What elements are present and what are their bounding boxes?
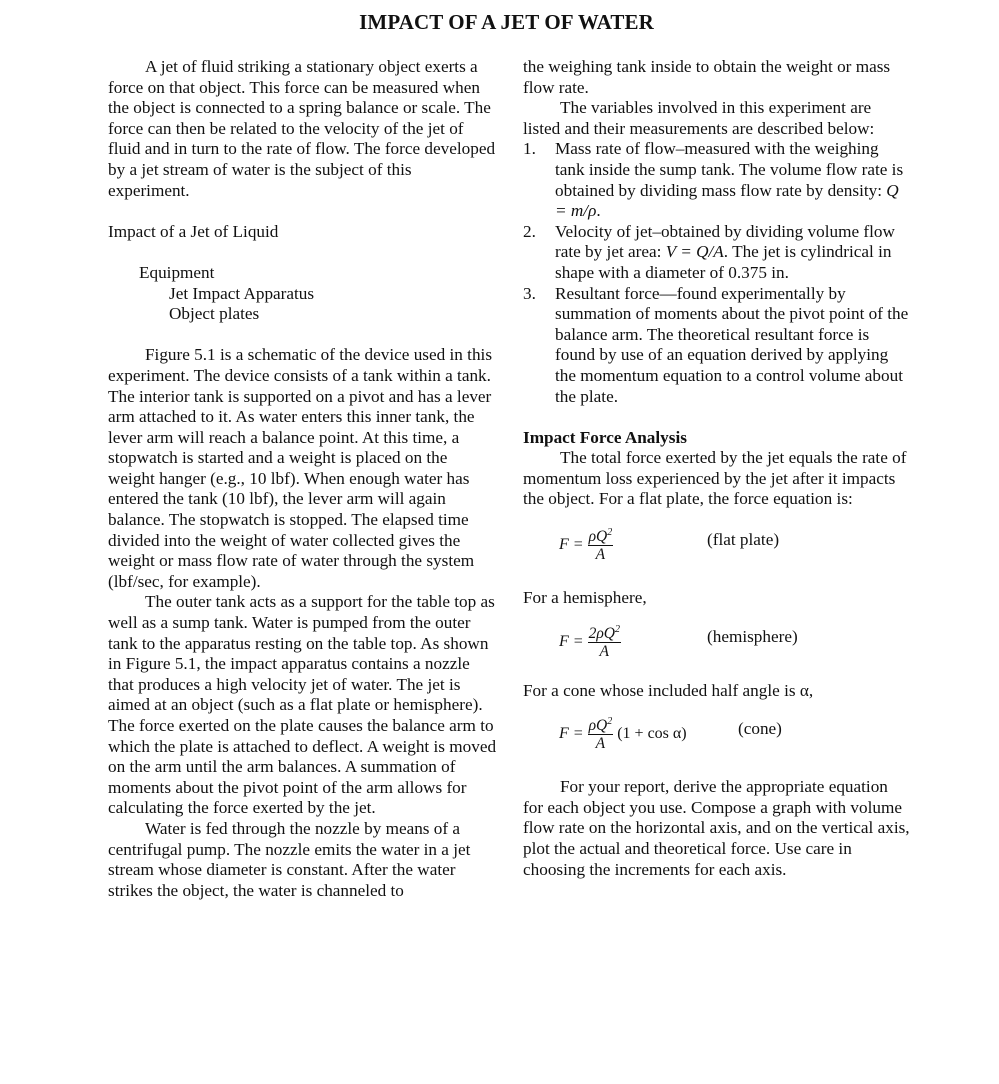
right-column (523, 57, 911, 880)
list-item (523, 284, 911, 408)
spacer (108, 325, 497, 346)
intro-paragraph: A jet of fluid striking a stationary object exerts a force on that object. This force can be measured when the object is connected to a spring balance or scale. The force can then be related to the velocity of the jet of fluid and in turn to the rate of flow. The force developed by a jet stream of water is the subject of this experiment. (108, 57, 496, 200)
equipment-item: Jet Impact Apparatus (169, 283, 315, 303)
analysis-paragraph: The total force exerted by the jet equals the rate of momentum loss experienced by the jet after it impacts the object. For a flat plate, the force equation is: (523, 448, 907, 509)
list-text: . The jet is cylindrical in shape with a diameter of 0.375 in. (555, 242, 892, 282)
list-item (523, 139, 911, 221)
analysis-heading: Impact Force Analysis (523, 427, 687, 447)
fraction (588, 625, 621, 660)
equation-lhs: F = (559, 725, 584, 743)
equation (559, 717, 687, 752)
equation (559, 528, 613, 563)
outer-tank-paragraph: The outer tank acts as a support for the table top as well as a sump tank. Water is pumped from the outer tank to the apparatus resting on the table top. As shown in Figure 5.1, the impact apparatus contains a nozzle that produces a high velocity jet of water. The jet is aimed at an object (such as a flat plate or hemisphere). The force exerted on the plate causes the balance arm to which the plate is attached to deflect. A weight is moved on the arm until the arm balances. A summation of moments about the pivot point of the arm allows for calculating the force exerted by the jet. (108, 592, 497, 818)
continuation-paragraph: the weighing tank inside to obtain the weight or mass flow rate. (523, 57, 891, 97)
list-number: 2. (523, 221, 536, 241)
equipment-item: Object plates (169, 304, 260, 324)
device-paragraph: Figure 5.1 is a schematic of the device used in this experiment. The device consists of a tank within a tank. The interior tank is supported on a pivot and has a lever arm attached to it. As water enters this inner tank, the lever arm will reach a balance point. At this time, a stopwatch is started and a weight is placed on the weight hanger (e.g., 10 lbf). When enough water has entered the tank (10 lbf), the lever arm will again balance. The stopwatch is stopped. The elapsed time divided into the weight of water collected gives the weight or mass flow rate of water through the system (lbf/sec, for example). (108, 345, 493, 591)
list-text: . (596, 201, 601, 221)
list-number: 1. (523, 139, 536, 159)
fraction-denominator: A (599, 642, 609, 660)
equation-label: (hemisphere) (707, 626, 798, 646)
hemisphere-intro: For a hemisphere, (523, 588, 647, 608)
fraction-numerator: $2\rho Q^2$ (588, 623, 620, 642)
fraction-denominator: A (595, 735, 606, 753)
fraction-numerator: $\rho Q^2$ (588, 526, 613, 546)
equipment-heading: Equipment (139, 262, 215, 282)
spacer (523, 407, 911, 428)
list-text: Velocity of jet–obtained by dividing volume flow rate by jet area: (555, 221, 895, 262)
fraction (588, 717, 614, 752)
variables-list (523, 139, 911, 407)
equation (559, 625, 621, 660)
equation-label: (flat plate) (707, 530, 780, 550)
cone-intro: For a cone whose included half angle is α, (523, 680, 814, 700)
spacer (108, 201, 497, 222)
left-column (108, 57, 497, 901)
inline-formula: Q = m/ρ (555, 180, 899, 221)
fraction-numerator: $\rho Q^2$ (588, 716, 613, 735)
equation-lhs: F = (559, 536, 584, 554)
spacer (108, 242, 497, 263)
list-text: Mass rate of flow–measured with the weighing tank inside the sump tank. The volume flow rate is obtained by dividing mass flow rate by density: (555, 139, 904, 200)
inline-formula: V = Q/A (665, 242, 724, 262)
equation-tail: (1 + cos α) (617, 725, 687, 743)
list-item (523, 222, 911, 284)
pump-paragraph: Water is fed through the nozzle by means of a centrifugal pump. The nozzle emits the water in a jet stream whose diameter is constant. After the water strikes the object, the water is channeled to (108, 818, 471, 900)
report-paragraph: For your report, derive the appropriate equation for each object you use. Compose a graph with volume flow rate on the horizontal axis, and on the vertical axis, plot the actual and theoretical force. Use care in choosing the increments for each axis. (523, 777, 910, 879)
fraction-denominator: A (595, 546, 606, 564)
page-title: IMPACT OF A JET OF WATER (359, 10, 654, 34)
equation-cone (523, 713, 911, 765)
list-number: 3. (523, 283, 536, 303)
fraction (588, 528, 614, 563)
equation-hemisphere (523, 621, 911, 673)
section-title: Impact of a Jet of Liquid (108, 221, 279, 241)
equation-label: (cone) (738, 719, 782, 739)
variables-intro: The variables involved in this experiment are listed and their measurements are described below: (523, 98, 875, 138)
equation-lhs: F = (559, 632, 584, 650)
list-text: Resultant force—found experimentally by summation of moments about the pivot point of the balance arm. The theoretical resultant force is found by use of an equation derived by applying the momentum equation to a control volume about the plate. (555, 283, 909, 406)
equation-flat-plate (523, 524, 911, 576)
